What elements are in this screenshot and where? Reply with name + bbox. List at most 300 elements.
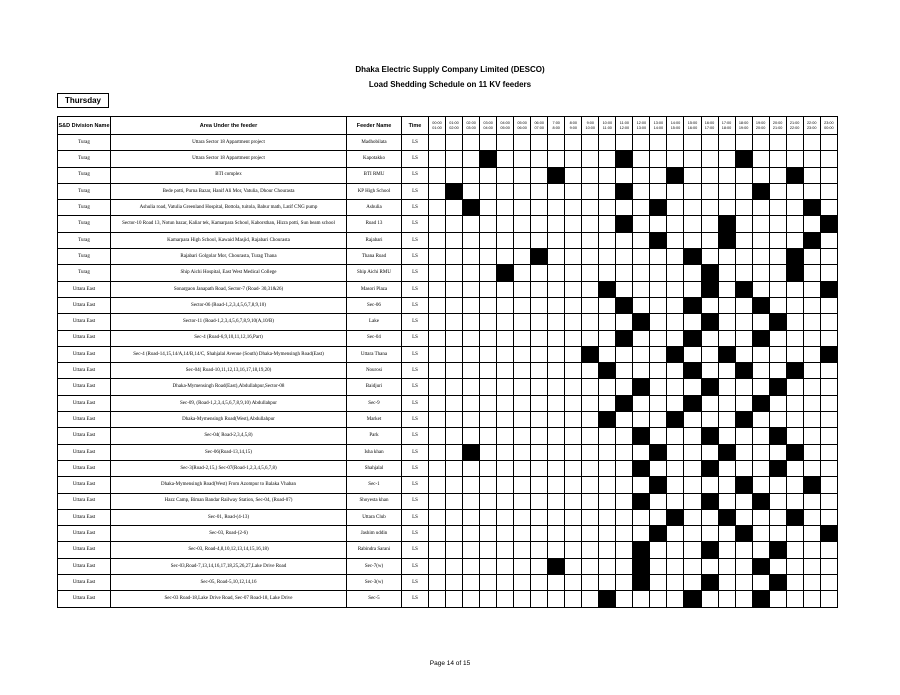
load-shedding-slot: [718, 216, 735, 232]
load-shedding-slot: [684, 249, 701, 265]
division-cell: Turag: [58, 200, 111, 216]
empty-slot: [616, 232, 633, 248]
empty-slot: [582, 363, 599, 379]
empty-slot: [480, 265, 497, 281]
feeder-cell: Lake: [347, 314, 402, 330]
empty-slot: [480, 412, 497, 428]
empty-slot: [786, 395, 803, 411]
load-shedding-slot: [718, 232, 735, 248]
table-row: [58, 183, 838, 199]
empty-slot: [480, 330, 497, 346]
empty-slot: [769, 249, 786, 265]
table-row: [58, 216, 838, 232]
empty-slot: [820, 575, 837, 591]
empty-slot: [446, 575, 463, 591]
empty-slot: [463, 346, 480, 362]
empty-slot: [752, 249, 769, 265]
empty-slot: [684, 477, 701, 493]
empty-slot: [548, 265, 565, 281]
empty-slot: [463, 314, 480, 330]
empty-slot: [582, 265, 599, 281]
empty-slot: [650, 412, 667, 428]
empty-slot: [803, 183, 820, 199]
area-cell: Sec-03,Road-7,13,14,16,17,18,25,26,27,Lake Drive Road: [111, 558, 347, 574]
empty-slot: [514, 200, 531, 216]
empty-slot: [718, 412, 735, 428]
empty-slot: [786, 281, 803, 297]
empty-slot: [786, 297, 803, 313]
area-cell: Sector-11 (Road-1,2,3,4,5,6,7,8,9,10(A,10/B): [111, 314, 347, 330]
slot-end: 22:00: [789, 125, 800, 130]
empty-slot: [514, 265, 531, 281]
empty-slot: [565, 444, 582, 460]
empty-slot: [735, 314, 752, 330]
time-slot-header: [820, 117, 837, 135]
empty-slot: [786, 183, 803, 199]
load-shedding-slot: [463, 444, 480, 460]
empty-slot: [429, 216, 446, 232]
empty-slot: [752, 363, 769, 379]
load-shedding-slot: [616, 297, 633, 313]
empty-slot: [701, 412, 718, 428]
empty-slot: [463, 183, 480, 199]
empty-slot: [548, 363, 565, 379]
empty-slot: [701, 477, 718, 493]
division-cell: Uttara East: [58, 428, 111, 444]
empty-slot: [497, 314, 514, 330]
area-cell: Sec-4 (Road-6,9,10,11,12,16,Part): [111, 330, 347, 346]
empty-slot: [633, 216, 650, 232]
area-header: Area Under the feeder: [111, 117, 347, 135]
empty-slot: [429, 346, 446, 362]
empty-slot: [684, 183, 701, 199]
empty-slot: [480, 460, 497, 476]
empty-slot: [548, 509, 565, 525]
empty-slot: [531, 330, 548, 346]
empty-slot: [701, 183, 718, 199]
slot-end: 15:00: [670, 125, 681, 130]
empty-slot: [718, 558, 735, 574]
empty-slot: [633, 167, 650, 183]
load-shedding-slot: [820, 526, 837, 542]
empty-slot: [463, 297, 480, 313]
empty-slot: [514, 575, 531, 591]
empty-slot: [599, 216, 616, 232]
empty-slot: [565, 314, 582, 330]
empty-slot: [463, 412, 480, 428]
load-shedding-slot: [650, 444, 667, 460]
empty-slot: [497, 542, 514, 558]
empty-slot: [429, 379, 446, 395]
empty-slot: [786, 526, 803, 542]
empty-slot: [582, 493, 599, 509]
empty-slot: [480, 167, 497, 183]
empty-slot: [616, 249, 633, 265]
feeder-cell: Thana Road: [347, 249, 402, 265]
empty-slot: [718, 363, 735, 379]
empty-slot: [667, 200, 684, 216]
empty-slot: [548, 395, 565, 411]
empty-slot: [769, 151, 786, 167]
empty-slot: [582, 509, 599, 525]
empty-slot: [514, 297, 531, 313]
empty-slot: [769, 281, 786, 297]
feeder-cell: Ship Aichi RMU: [347, 265, 402, 281]
load-shedding-slot: [633, 575, 650, 591]
time-cell: LS: [402, 167, 429, 183]
empty-slot: [650, 151, 667, 167]
time-cell: LS: [402, 249, 429, 265]
time-cell: LS: [402, 460, 429, 476]
time-header: Time: [402, 117, 429, 135]
empty-slot: [701, 509, 718, 525]
empty-slot: [820, 183, 837, 199]
empty-slot: [446, 395, 463, 411]
slot-start: 16:00: [704, 121, 715, 125]
empty-slot: [701, 395, 718, 411]
slot-start: 20:00: [772, 121, 783, 125]
empty-slot: [718, 200, 735, 216]
area-cell: Sector-10 Road 13, Notun bazar, Kaliar tek, Kamarpara School, Kaborsthan, Hizra potti, Sun beam school: [111, 216, 347, 232]
empty-slot: [650, 575, 667, 591]
empty-slot: [463, 542, 480, 558]
load-shedding-slot: [616, 216, 633, 232]
empty-slot: [429, 281, 446, 297]
empty-slot: [684, 412, 701, 428]
empty-slot: [463, 558, 480, 574]
empty-slot: [565, 363, 582, 379]
empty-slot: [735, 444, 752, 460]
empty-slot: [582, 281, 599, 297]
empty-slot: [565, 412, 582, 428]
empty-slot: [582, 591, 599, 607]
day-label: Thursday: [57, 93, 109, 108]
load-shedding-slot: [633, 379, 650, 395]
time-cell: LS: [402, 493, 429, 509]
table-row: [58, 412, 838, 428]
empty-slot: [803, 526, 820, 542]
empty-slot: [429, 135, 446, 151]
empty-slot: [701, 151, 718, 167]
empty-slot: [633, 135, 650, 151]
empty-slot: [565, 542, 582, 558]
empty-slot: [548, 542, 565, 558]
load-shedding-slot: [548, 167, 565, 183]
empty-slot: [548, 151, 565, 167]
empty-slot: [667, 249, 684, 265]
empty-slot: [667, 444, 684, 460]
division-cell: Uttara East: [58, 297, 111, 313]
empty-slot: [752, 167, 769, 183]
empty-slot: [667, 379, 684, 395]
empty-slot: [616, 314, 633, 330]
time-cell: LS: [402, 477, 429, 493]
empty-slot: [735, 183, 752, 199]
empty-slot: [480, 558, 497, 574]
table-row: [58, 265, 838, 281]
table-row: [58, 167, 838, 183]
empty-slot: [633, 395, 650, 411]
load-shedding-slot: [786, 249, 803, 265]
division-cell: Turag: [58, 216, 111, 232]
empty-slot: [565, 281, 582, 297]
time-slot-header: [599, 117, 616, 135]
empty-slot: [684, 379, 701, 395]
time-slot-header: [446, 117, 463, 135]
empty-slot: [446, 591, 463, 607]
load-shedding-slot: [633, 428, 650, 444]
empty-slot: [480, 363, 497, 379]
empty-slot: [446, 249, 463, 265]
empty-slot: [769, 135, 786, 151]
empty-slot: [786, 428, 803, 444]
empty-slot: [582, 575, 599, 591]
empty-slot: [565, 493, 582, 509]
empty-slot: [446, 346, 463, 362]
empty-slot: [667, 183, 684, 199]
load-shedding-slot: [701, 542, 718, 558]
empty-slot: [820, 379, 837, 395]
empty-slot: [480, 493, 497, 509]
empty-slot: [633, 183, 650, 199]
empty-slot: [463, 281, 480, 297]
empty-slot: [803, 167, 820, 183]
time-cell: LS: [402, 330, 429, 346]
empty-slot: [752, 428, 769, 444]
load-shedding-slot: [735, 477, 752, 493]
slot-end: 11:00: [602, 125, 612, 130]
empty-slot: [497, 346, 514, 362]
feeder-cell: Uttara Thana: [347, 346, 402, 362]
slot-end: 06:00: [517, 125, 527, 130]
empty-slot: [429, 575, 446, 591]
empty-slot: [514, 379, 531, 395]
feeder-cell: Baidjuri: [347, 379, 402, 395]
empty-slot: [803, 265, 820, 281]
empty-slot: [548, 216, 565, 232]
empty-slot: [684, 216, 701, 232]
empty-slot: [565, 558, 582, 574]
empty-slot: [718, 183, 735, 199]
empty-slot: [650, 379, 667, 395]
time-slot-header: [803, 117, 820, 135]
empty-slot: [548, 477, 565, 493]
load-shedding-slot: [650, 232, 667, 248]
empty-slot: [820, 493, 837, 509]
area-cell: Sector-06 (Road-1,2,3,4,5,6,7,8,9,10): [111, 297, 347, 313]
time-cell: LS: [402, 558, 429, 574]
empty-slot: [480, 183, 497, 199]
slot-end: 01:00: [432, 125, 442, 130]
time-slot-header: [463, 117, 480, 135]
empty-slot: [718, 575, 735, 591]
load-shedding-slot: [701, 575, 718, 591]
feeder-cell: Sec-06: [347, 297, 402, 313]
division-cell: Turag: [58, 167, 111, 183]
empty-slot: [735, 493, 752, 509]
empty-slot: [616, 265, 633, 281]
empty-slot: [616, 200, 633, 216]
empty-slot: [684, 281, 701, 297]
feeder-cell: Rabindra Sarani: [347, 542, 402, 558]
load-shedding-slot: [769, 460, 786, 476]
empty-slot: [463, 395, 480, 411]
empty-slot: [769, 444, 786, 460]
empty-slot: [497, 183, 514, 199]
empty-slot: [599, 428, 616, 444]
slot-end: 18:00: [721, 125, 732, 130]
load-shedding-slot: [718, 346, 735, 362]
empty-slot: [820, 200, 837, 216]
empty-slot: [565, 428, 582, 444]
empty-slot: [514, 183, 531, 199]
empty-slot: [599, 379, 616, 395]
empty-slot: [548, 200, 565, 216]
empty-slot: [650, 509, 667, 525]
empty-slot: [616, 412, 633, 428]
empty-slot: [820, 363, 837, 379]
slot-end: 21:00: [772, 125, 783, 130]
empty-slot: [531, 509, 548, 525]
area-cell: Uttara Sector 18 Appartment project: [111, 151, 347, 167]
empty-slot: [599, 135, 616, 151]
empty-slot: [667, 216, 684, 232]
empty-slot: [752, 265, 769, 281]
empty-slot: [684, 151, 701, 167]
area-cell: Sec-05, Road-5,10,12,14,16: [111, 575, 347, 591]
empty-slot: [735, 330, 752, 346]
area-cell: Sec-03, Road-4,8,10,12,13,14,15,16,18): [111, 542, 347, 558]
empty-slot: [769, 216, 786, 232]
feeder-cell: Kapotakko: [347, 151, 402, 167]
empty-slot: [735, 509, 752, 525]
empty-slot: [667, 477, 684, 493]
empty-slot: [531, 493, 548, 509]
slot-end: 00:00: [824, 125, 834, 130]
time-slot-header: [735, 117, 752, 135]
empty-slot: [548, 346, 565, 362]
time-cell: LS: [402, 314, 429, 330]
area-cell: Uttara Sector 18 Appartment project: [111, 135, 347, 151]
area-cell: Ashulia road, Vatulia Greenland Hospital, Bottola, tuitola, Babur math, Latif CNG pump: [111, 200, 347, 216]
empty-slot: [769, 395, 786, 411]
slot-start: 12:00: [636, 121, 647, 125]
empty-slot: [752, 216, 769, 232]
empty-slot: [463, 216, 480, 232]
slot-end: 13:00: [636, 125, 647, 130]
time-cell: LS: [402, 200, 429, 216]
empty-slot: [650, 493, 667, 509]
empty-slot: [752, 412, 769, 428]
slot-start: 8:00: [569, 121, 577, 125]
empty-slot: [497, 509, 514, 525]
empty-slot: [769, 477, 786, 493]
empty-slot: [446, 363, 463, 379]
load-shedding-slot: [752, 558, 769, 574]
empty-slot: [497, 477, 514, 493]
empty-slot: [616, 575, 633, 591]
empty-slot: [548, 444, 565, 460]
empty-slot: [633, 249, 650, 265]
slot-end: 8:00: [552, 125, 560, 130]
empty-slot: [531, 232, 548, 248]
table-row: [58, 346, 838, 362]
empty-slot: [650, 591, 667, 607]
load-shedding-slot: [667, 412, 684, 428]
empty-slot: [718, 428, 735, 444]
empty-slot: [531, 460, 548, 476]
slot-end: 16:00: [687, 125, 698, 130]
empty-slot: [531, 444, 548, 460]
empty-slot: [514, 477, 531, 493]
empty-slot: [735, 167, 752, 183]
empty-slot: [531, 183, 548, 199]
division-cell: Uttara East: [58, 395, 111, 411]
empty-slot: [820, 265, 837, 281]
time-cell: LS: [402, 591, 429, 607]
load-shedding-slot: [803, 477, 820, 493]
empty-slot: [429, 558, 446, 574]
empty-slot: [820, 167, 837, 183]
empty-slot: [480, 281, 497, 297]
empty-slot: [735, 460, 752, 476]
empty-slot: [548, 330, 565, 346]
empty-slot: [803, 363, 820, 379]
empty-slot: [667, 526, 684, 542]
empty-slot: [769, 509, 786, 525]
empty-slot: [820, 232, 837, 248]
empty-slot: [463, 575, 480, 591]
empty-slot: [599, 265, 616, 281]
empty-slot: [582, 460, 599, 476]
time-slot-header: [701, 117, 718, 135]
load-shedding-slot: [718, 509, 735, 525]
slot-end: 20:00: [755, 125, 766, 130]
empty-slot: [480, 444, 497, 460]
empty-slot: [752, 346, 769, 362]
empty-slot: [582, 135, 599, 151]
empty-slot: [616, 428, 633, 444]
empty-slot: [667, 363, 684, 379]
empty-slot: [514, 412, 531, 428]
empty-slot: [803, 330, 820, 346]
empty-slot: [650, 249, 667, 265]
load-shedding-slot: [531, 249, 548, 265]
empty-slot: [616, 542, 633, 558]
empty-slot: [701, 297, 718, 313]
empty-slot: [820, 444, 837, 460]
slot-end: 14:00: [653, 125, 664, 130]
feeder-header: Feeder Name: [347, 117, 402, 135]
division-cell: Turag: [58, 135, 111, 151]
empty-slot: [786, 151, 803, 167]
empty-slot: [718, 281, 735, 297]
empty-slot: [497, 395, 514, 411]
empty-slot: [820, 314, 837, 330]
empty-slot: [735, 591, 752, 607]
load-shedding-slot: [548, 558, 565, 574]
empty-slot: [531, 477, 548, 493]
empty-slot: [514, 135, 531, 151]
empty-slot: [701, 363, 718, 379]
empty-slot: [446, 151, 463, 167]
empty-slot: [497, 444, 514, 460]
empty-slot: [769, 493, 786, 509]
load-shedding-slot: [684, 297, 701, 313]
empty-slot: [803, 151, 820, 167]
empty-slot: [582, 395, 599, 411]
empty-slot: [616, 591, 633, 607]
